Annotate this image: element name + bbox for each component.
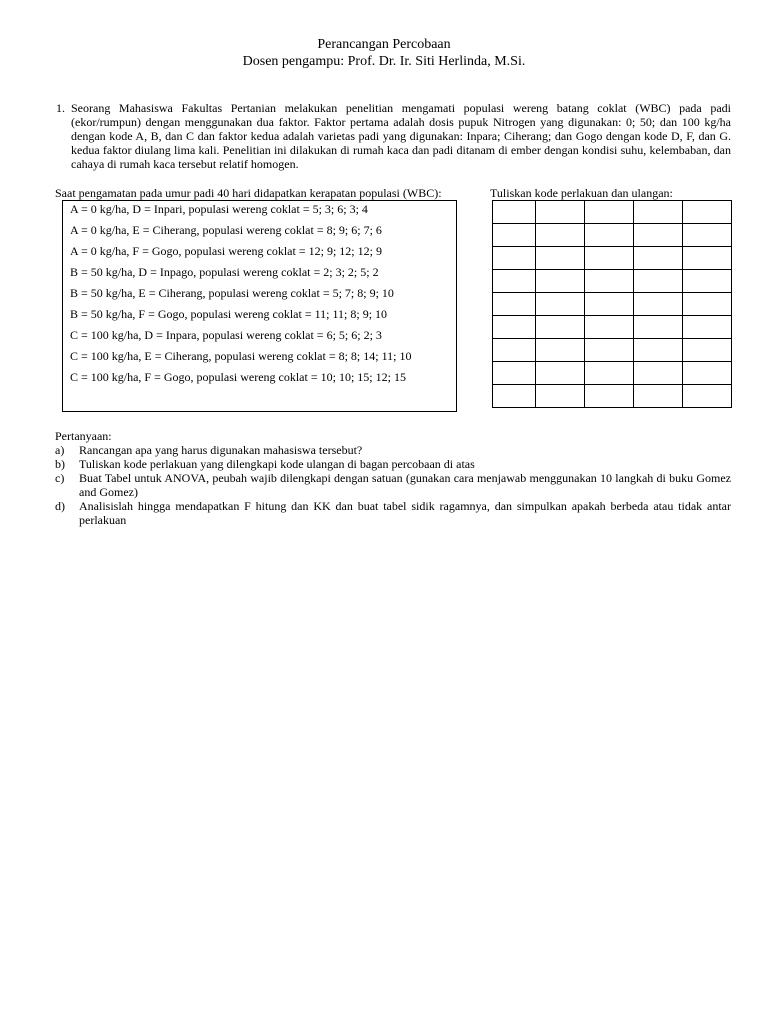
grid-cell (536, 224, 585, 247)
grid-cell (536, 201, 585, 224)
observation-line: A = 0 kg/ha, D = Inpari, populasi wereng coklat = 5; 3; 6; 3; 4 (70, 202, 368, 216)
grid-cell (634, 201, 683, 224)
observation-line: B = 50 kg/ha, D = Inpago, populasi wereng coklat = 2; 3; 2; 5; 2 (70, 265, 379, 279)
grid-cell (585, 224, 634, 247)
grid-cell (585, 362, 634, 385)
question-item (55, 499, 731, 527)
grid-cell (536, 385, 585, 408)
observation-line: B = 50 kg/ha, F = Gogo, populasi wereng coklat = 11; 11; 8; 9; 10 (70, 307, 388, 321)
grid-row (493, 293, 732, 316)
grid-cell (683, 385, 732, 408)
questions-heading: Pertanyaan: (55, 429, 112, 443)
question-item-text: Analisislah hingga mendapatkan F hitung dan KK dan buat tabel sidik ragamnya, dan simpulkan apakah berbeda atau tidak antar perlakuan (79, 499, 731, 527)
grid-cell (683, 247, 732, 270)
grid-row (493, 316, 732, 339)
observation-line: C = 100 kg/ha, F = Gogo, populasi wereng coklat = 10; 10; 15; 12; 15 (70, 370, 406, 384)
observation-line: B = 50 kg/ha, E = Ciherang, populasi wereng coklat = 5; 7; 8; 9; 10 (70, 286, 394, 300)
grid-cell (634, 316, 683, 339)
code-grid-label: Tuliskan kode perlakuan dan ulangan: (490, 186, 673, 200)
question-item-text: Buat Tabel untuk ANOVA, peubah wajib dilengkapi dengan satuan (gunakan cara menjawab menggunakan 10 langkah di buku Gomez and Gomez) (79, 471, 731, 499)
question-number: 1. (56, 101, 65, 115)
grid-cell (493, 201, 536, 224)
grid-cell (683, 316, 732, 339)
grid-cell (634, 224, 683, 247)
observation-line: A = 0 kg/ha, F = Gogo, populasi wereng coklat = 12; 9; 12; 12; 9 (70, 244, 382, 258)
grid-cell (493, 316, 536, 339)
grid-cell (536, 270, 585, 293)
question-item-text: Rancangan apa yang harus digunakan mahasiswa tersebut? (79, 443, 363, 457)
grid-cell (536, 362, 585, 385)
grid-row (493, 270, 732, 293)
grid-cell (536, 316, 585, 339)
question-letter: c) (55, 471, 65, 485)
grid-cell (683, 293, 732, 316)
grid-cell (493, 224, 536, 247)
grid-cell (585, 316, 634, 339)
grid-cell (585, 385, 634, 408)
grid-cell (634, 362, 683, 385)
observation-label: Saat pengamatan pada umur padi 40 hari didapatkan kerapatan populasi (WBC): (55, 186, 442, 200)
code-grid (492, 200, 732, 408)
grid-cell (683, 339, 732, 362)
grid-cell (683, 362, 732, 385)
grid-cell (683, 224, 732, 247)
grid-row (493, 247, 732, 270)
grid-row (493, 224, 732, 247)
grid-cell (585, 293, 634, 316)
grid-cell (585, 201, 634, 224)
question-item (55, 443, 731, 457)
grid-cell (493, 293, 536, 316)
grid-cell (493, 385, 536, 408)
question-item (55, 457, 731, 471)
grid-row (493, 201, 732, 224)
observation-line: C = 100 kg/ha, D = Inpara, populasi wereng coklat = 6; 5; 6; 2; 3 (70, 328, 382, 342)
question-letter: d) (55, 499, 65, 513)
grid-cell (634, 247, 683, 270)
grid-cell (683, 201, 732, 224)
question-letter: a) (55, 443, 65, 457)
grid-cell (683, 270, 732, 293)
grid-row (493, 362, 732, 385)
question-text: Seorang Mahasiswa Fakultas Pertanian melakukan penelitian mengamati populasi wereng batang coklat (WBC) pada padi (ekor/rumpun) dengan menggunakan dua faktor. Faktor pertama adalah dosis pupuk Nitrogen yang digunakan: 0; 50; dan 100 kg/ha dengan kode A, B, dan C dan faktor kedua adalah varietas padi yang digunakan: Inpara; Ciherang; dan Gogo dengan kode D, F, dan G. kedua faktor diulang lima kali. Penelitian ini dilakukan di rumah kaca dan padi ditanam di ember dengan kondisi suhu, kelembaban, dan cahaya di rumah kaca tersebut relatif homogen. (71, 101, 731, 171)
page-header (0, 36, 768, 70)
grid-cell (536, 247, 585, 270)
grid-cell (493, 270, 536, 293)
question-1 (56, 101, 731, 171)
questions-section (55, 429, 731, 527)
grid-cell (536, 339, 585, 362)
grid-cell (634, 293, 683, 316)
lecturer-line: Dosen pengampu: Prof. Dr. Ir. Siti Herlinda, M.Si. (242, 54, 526, 69)
grid-cell (585, 270, 634, 293)
grid-cell (634, 339, 683, 362)
question-letter: b) (55, 457, 65, 471)
observation-box (62, 200, 457, 412)
document-title: Perancangan Percobaan (317, 37, 451, 52)
question-item-text: Tuliskan kode perlakuan yang dilengkapi kode ulangan di bagan percobaan di atas (79, 457, 475, 471)
grid-row (493, 385, 732, 408)
grid-cell (536, 293, 585, 316)
observation-line: A = 0 kg/ha, E = Ciherang, populasi wereng coklat = 8; 9; 6; 7; 6 (70, 223, 382, 237)
grid-cell (585, 339, 634, 362)
grid-cell (493, 362, 536, 385)
grid-cell (634, 385, 683, 408)
grid-cell (493, 247, 536, 270)
question-item (55, 471, 731, 499)
observation-line: C = 100 kg/ha, E = Ciherang, populasi wereng coklat = 8; 8; 14; 11; 10 (70, 349, 412, 363)
grid-row (493, 339, 732, 362)
grid-cell (634, 270, 683, 293)
grid-cell (493, 339, 536, 362)
grid-cell (585, 247, 634, 270)
